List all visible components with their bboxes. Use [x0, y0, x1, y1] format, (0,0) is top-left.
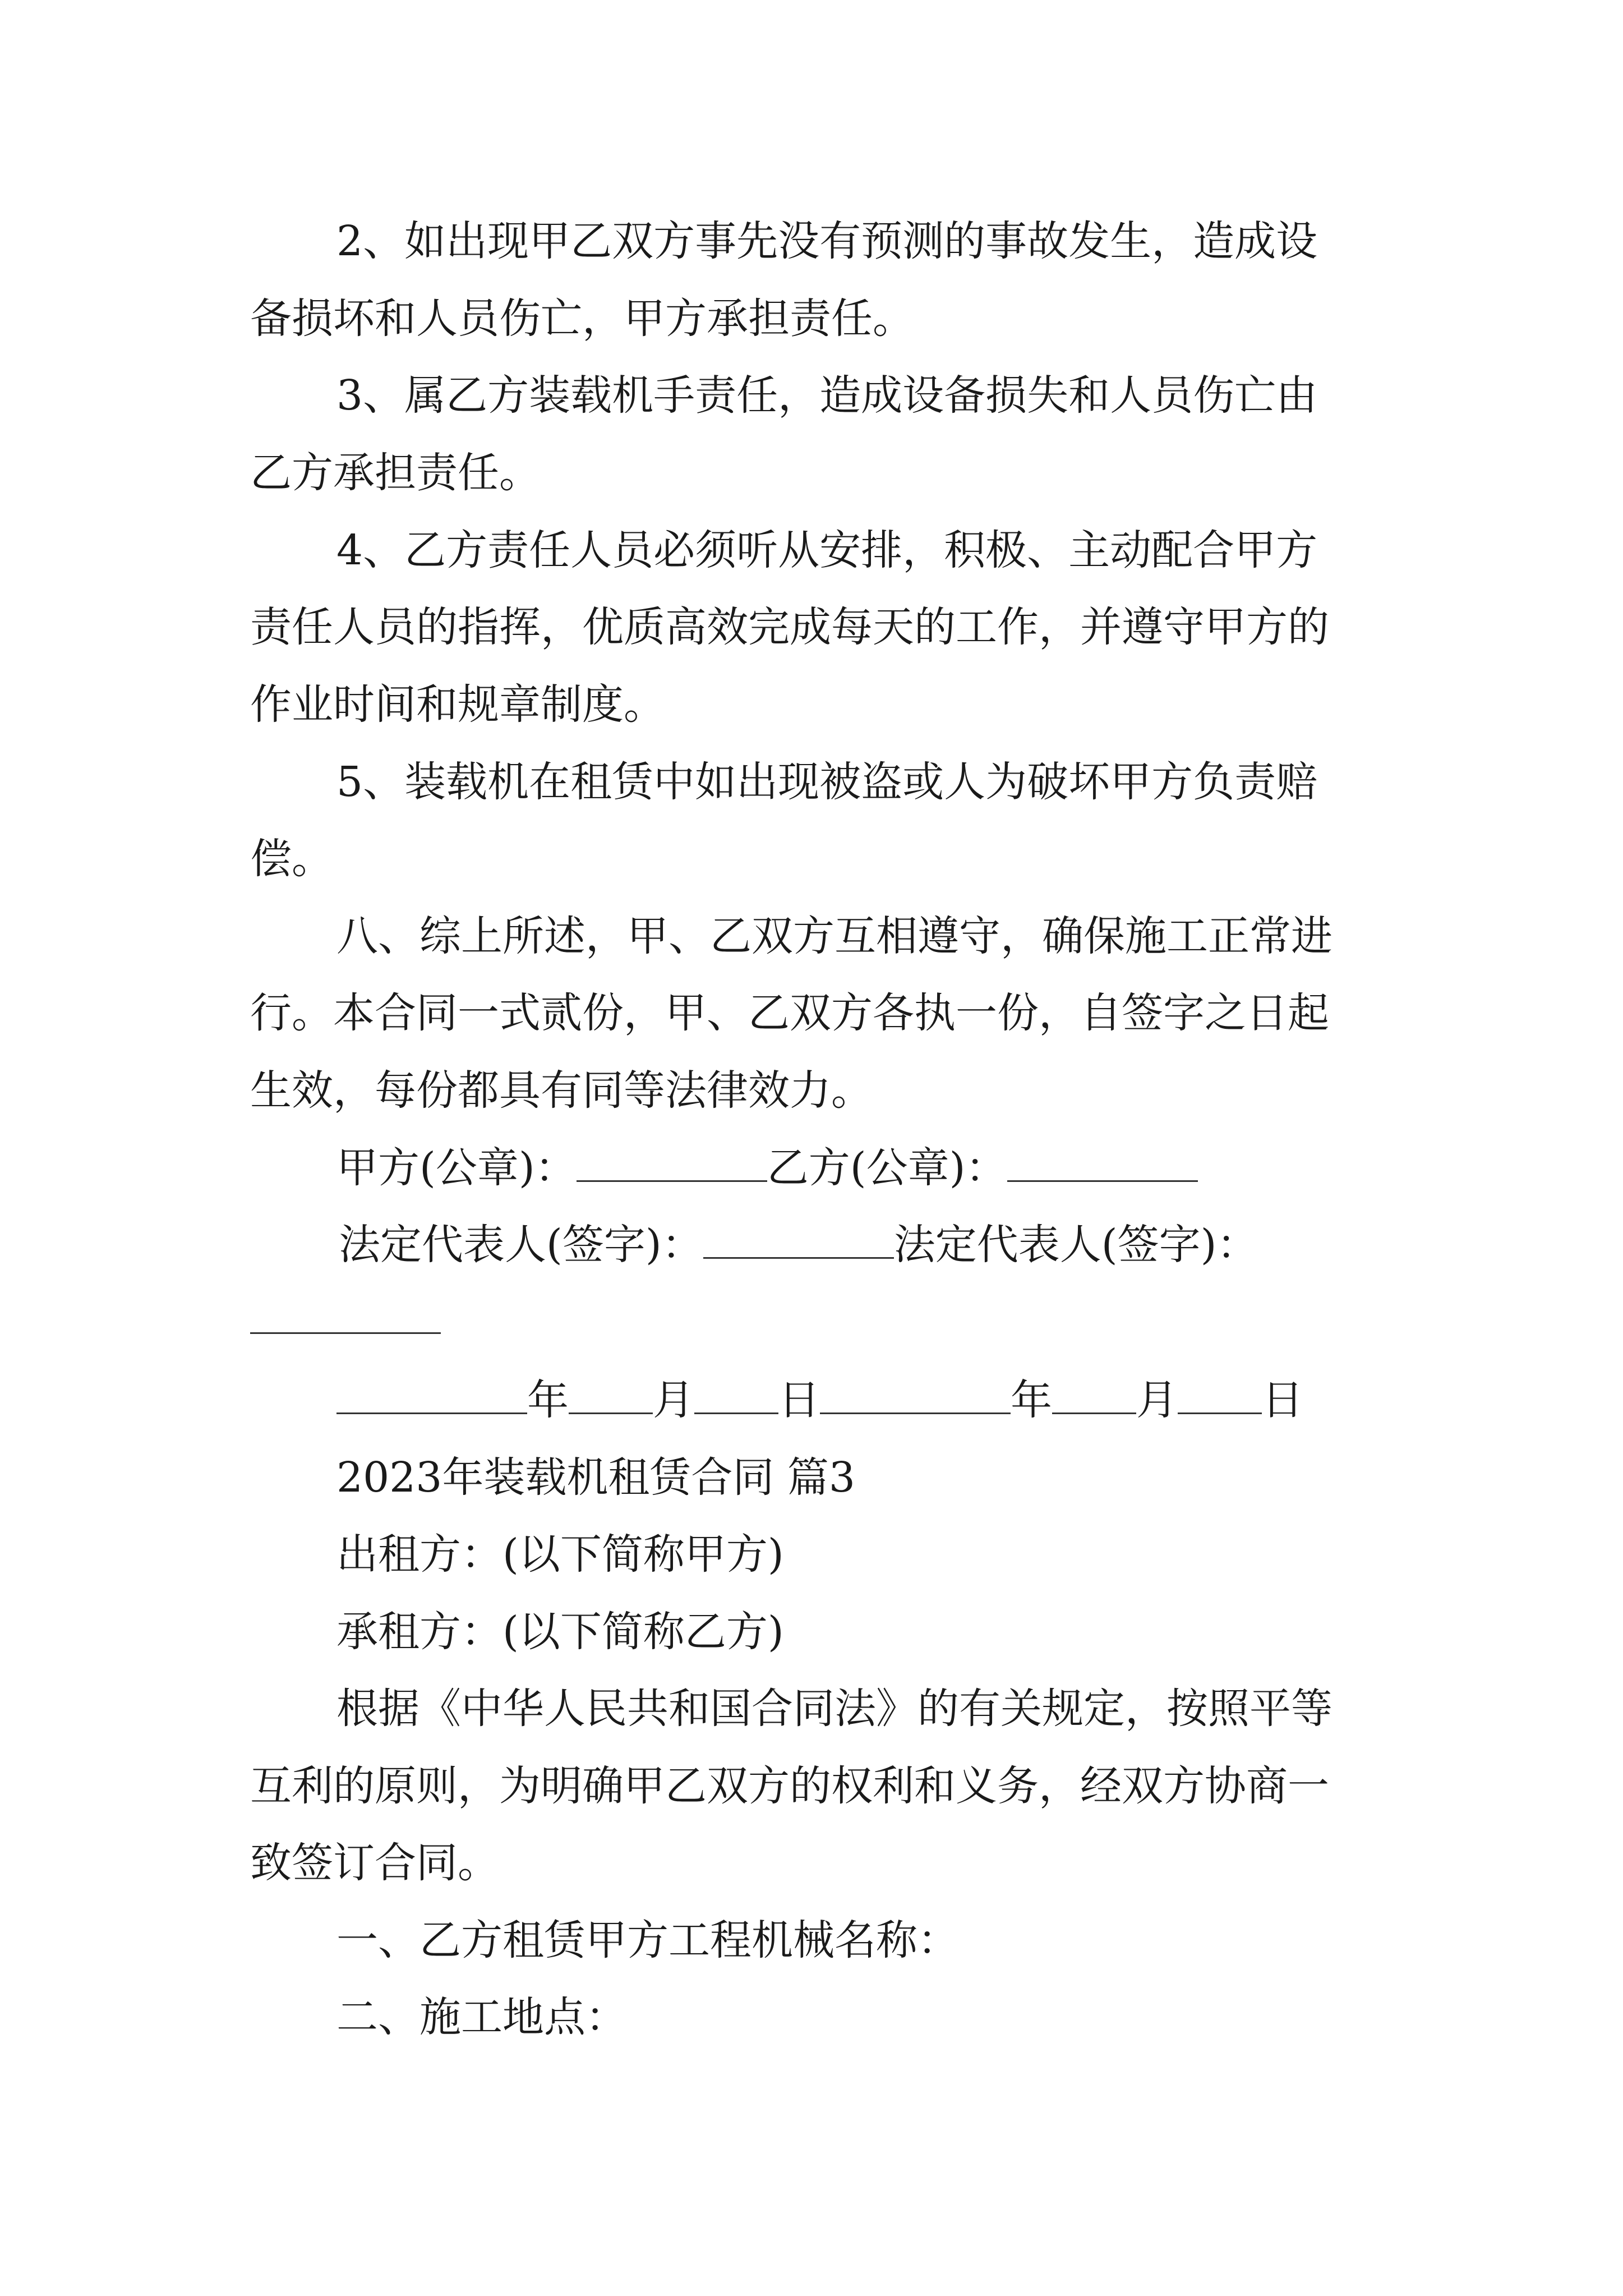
item5-line2: 偿。 — [250, 835, 333, 883]
party-a-seal-blank — [577, 1148, 767, 1182]
item5-line1: 5、装载机在租赁中如出现被盗或人为破坏甲方负责赔 — [336, 758, 1318, 806]
legal-rep-line — [339, 1217, 1258, 1273]
item3-line2: 乙方承担责任。 — [250, 449, 541, 497]
date-line — [336, 1372, 1303, 1428]
legal-rep-b-blank — [250, 1332, 441, 1334]
date-b-day-label: 日 — [1262, 1376, 1303, 1424]
seal-line — [336, 1140, 1198, 1196]
item3-line1: 3、属乙方装载机手责任，造成设备损失和人员伤亡由 — [336, 371, 1318, 420]
party-b-seal-label: 乙方(公章)： — [767, 1144, 1007, 1192]
item2-line1: 2、如出现甲乙双方事先没有预测的事故发生，造成设 — [336, 217, 1318, 265]
item8-line1: 八、综上所述，甲、乙双方互相遵守，确保施工正常进 — [336, 912, 1332, 960]
party-b-seal-blank — [1007, 1148, 1198, 1182]
date-a-year-blank — [336, 1380, 527, 1414]
date-a-day-blank — [694, 1380, 778, 1414]
date-b-month-blank — [1052, 1380, 1136, 1414]
legal-rep-b-label: 法定代表人(签字)： — [893, 1221, 1258, 1269]
clause1-line: 一、乙方租赁甲方工程机械名称： — [336, 1916, 959, 1964]
item4-line2: 责任人员的指挥，优质高效完成每天的工作，并遵守甲方的 — [250, 603, 1329, 651]
date-b-year-label: 年 — [1011, 1376, 1052, 1424]
lessee-line: 承租方：(以下简称乙方) — [336, 1608, 784, 1656]
item4-line1: 4、乙方责任人员必须听从安排，积极、主动配合甲方 — [336, 526, 1318, 574]
legal-rep-a-label: 法定代表人(签字)： — [339, 1221, 703, 1269]
legal-rep-a-blank — [703, 1225, 894, 1259]
date-a-day-label: 日 — [778, 1376, 820, 1424]
date-a-year-label: 年 — [527, 1376, 569, 1424]
lessor-line: 出租方：(以下简称甲方) — [336, 1530, 784, 1579]
party-a-seal-label: 甲方(公章)： — [336, 1144, 577, 1192]
intro-line2: 互利的原则，为明确甲乙双方的权利和义务，经双方协商一 — [250, 1762, 1329, 1810]
clause2-line: 二、施工地点： — [336, 1993, 627, 2041]
item2-line2: 备损坏和人员伤亡，甲方承担责任。 — [250, 295, 914, 343]
date-a-month-blank — [569, 1380, 653, 1414]
section3-heading: 2023年装载机租赁合同 篇3 — [336, 1453, 855, 1502]
item8-line2: 行。本合同一式贰份，甲、乙双方各执一份，自签字之日起 — [250, 989, 1329, 1037]
date-b-year-blank — [820, 1380, 1011, 1414]
date-b-day-blank — [1178, 1380, 1262, 1414]
date-a-month-label: 月 — [653, 1376, 694, 1424]
item8-line3: 生效，每份都具有同等法律效力。 — [250, 1066, 873, 1115]
intro-line3: 致签订合同。 — [250, 1839, 499, 1887]
intro-line1: 根据《中华人民共和国合同法》的有关规定，按照平等 — [336, 1685, 1332, 1733]
date-b-month-label: 月 — [1136, 1376, 1178, 1424]
item4-line3: 作业时间和规章制度。 — [250, 680, 665, 729]
